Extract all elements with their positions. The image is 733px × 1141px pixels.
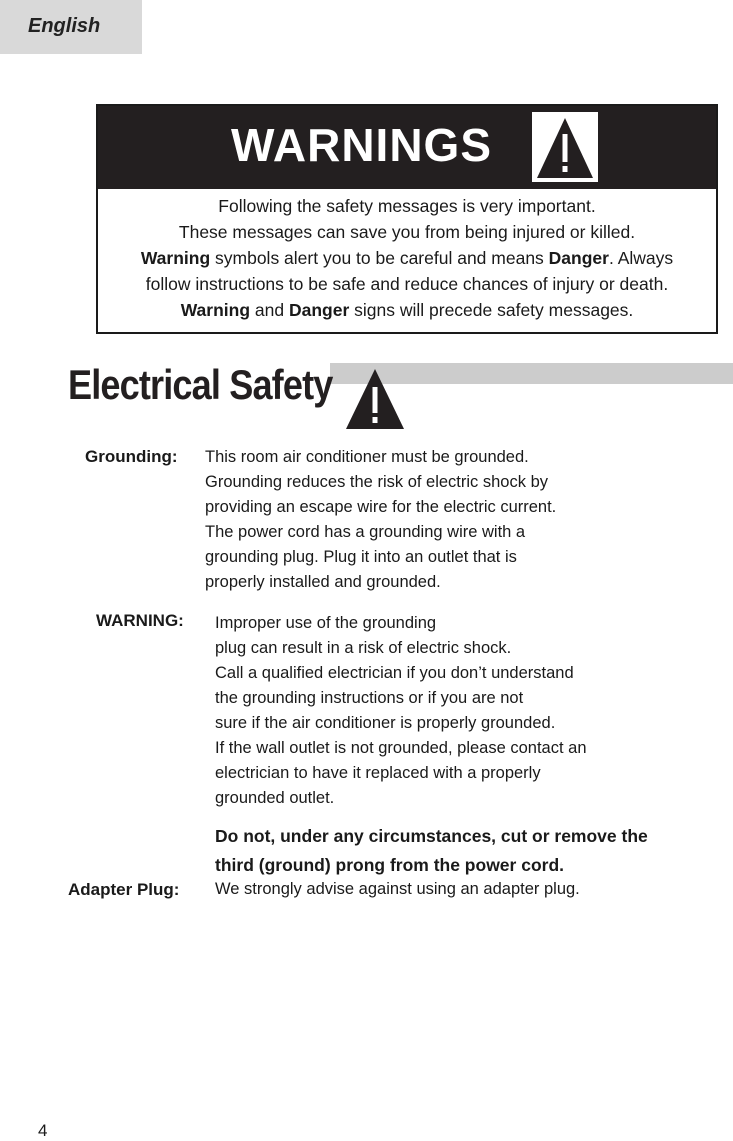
warning-triangle-icon (344, 367, 406, 431)
grounding-text: This room air conditioner must be grounded. Grounding reduces the risk of electric shock by providing an escape wire for the electric current. The power cord has a grounding wire with a grounding plug. Plug it into an outlet that is properly installed and grounded. (205, 448, 557, 591)
warnings-line-2: These messages can save you from being injured or killed. (178, 222, 636, 242)
warnings-title: WARNINGS (231, 119, 492, 171)
warnings-line-3: Warning symbols alert you to be careful and means Danger. Always (140, 248, 674, 268)
warnings-line-4: follow instructions to be safe and reduce chances of injury or death. (145, 274, 669, 294)
prong-warning-note: Do not, under any circumstances, cut or remove the third (ground) prong from the power cord. (215, 826, 648, 875)
language-tab-label: English (28, 15, 101, 37)
warnings-body (98, 193, 716, 323)
adapter-plug-text: We strongly advise against using an adapter plug. (215, 880, 580, 898)
warning-triangle-icon (532, 112, 598, 182)
warnings-line-5: Warning and Danger signs will precede safety messages. (180, 300, 634, 320)
language-tab (0, 0, 142, 54)
warnings-header (98, 106, 716, 189)
warning-text: Improper use of the grounding plug can result in a risk of electric shock. Call a qualified electrician if you don’t understand the grounding instructions or if you are not sure if the air conditioner is properly grounded. If the wall outlet is not grounded, please contact an electrician to have it replaced with a properly grounded outlet. (215, 614, 587, 807)
adapter-plug-label: Adapter Plug: (68, 880, 180, 899)
grounding-label: Grounding: (85, 447, 178, 466)
page-number: 4 (38, 1121, 48, 1140)
warning-label: WARNING: (96, 611, 184, 630)
warnings-box (96, 104, 718, 334)
section-title: Electrical Safety (68, 361, 333, 408)
warnings-line-1: Following the safety messages is very important. (218, 196, 596, 216)
